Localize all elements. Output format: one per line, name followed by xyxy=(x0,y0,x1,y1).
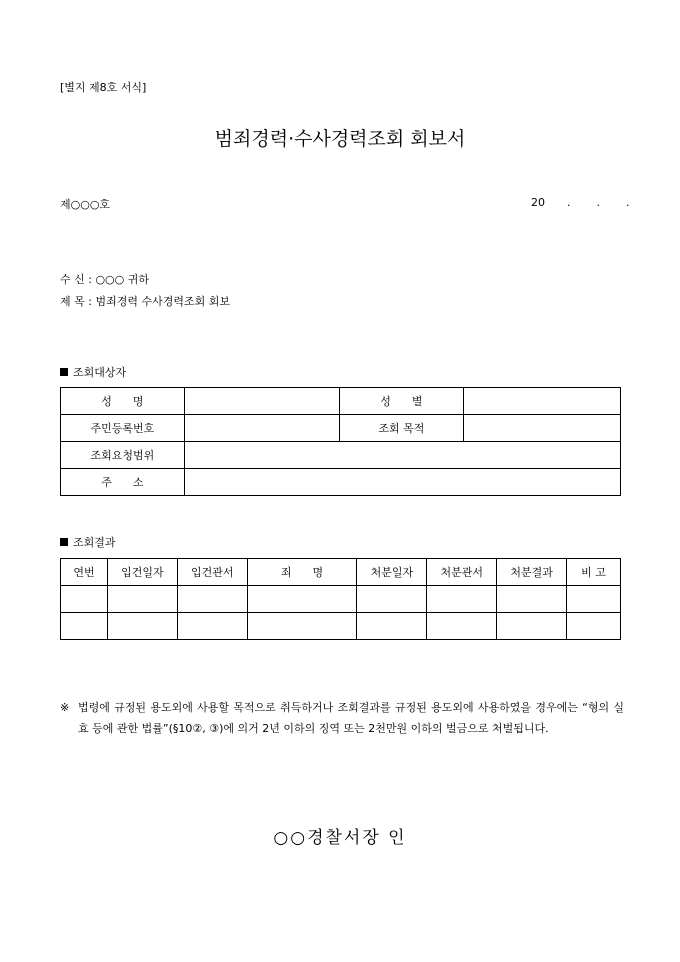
purpose-value[interactable] xyxy=(464,415,621,442)
issuer-signature: ○○경찰서장 인 xyxy=(273,828,407,848)
table-cell[interactable] xyxy=(177,586,247,613)
col-disposition-office: 처분관서 xyxy=(427,559,497,586)
section-result-title: 조회결과 xyxy=(73,536,116,549)
date-dot-3: . xyxy=(626,196,630,209)
purpose-label: 조회 목적 xyxy=(339,415,464,442)
target-table xyxy=(60,387,621,496)
document-number: 제○○○호 xyxy=(60,198,111,211)
table-cell[interactable] xyxy=(177,613,247,640)
section-result-heading xyxy=(60,534,116,550)
scope-label: 조회요청범위 xyxy=(61,442,185,469)
address-label: 주 소 xyxy=(61,469,185,496)
square-bullet-icon xyxy=(60,368,68,376)
table-cell[interactable] xyxy=(357,586,427,613)
form-label: [별지 제8호 서식] xyxy=(60,81,147,94)
table-header-row xyxy=(61,559,621,586)
warning-text: 법령에 규정된 용도외에 사용할 목적으로 취득하거나 조회결과를 규정된 용도외에 사용하였을 경우에는 “형의 실효 등에 관한 법률”(§10②, ③)에 의거 2년 이하의 징역 또는 2천만원 이하의 벌금으로 처벌됩니다. xyxy=(78,701,624,735)
name-label: 성 명 xyxy=(61,388,185,415)
date-dot-2: . xyxy=(596,196,600,209)
table-row xyxy=(61,442,621,469)
name-value[interactable] xyxy=(184,388,339,415)
table-row xyxy=(61,586,621,613)
table-cell[interactable] xyxy=(497,613,567,640)
reference-mark-icon: ※ xyxy=(60,701,70,714)
table-row xyxy=(61,613,621,640)
section-target-title: 조회대상자 xyxy=(73,366,127,379)
scope-value[interactable] xyxy=(184,442,620,469)
document-date xyxy=(531,196,630,209)
col-offense: 죄 명 xyxy=(247,559,357,586)
date-dot-1: . xyxy=(567,196,571,209)
table-cell[interactable] xyxy=(427,613,497,640)
section-target-heading xyxy=(60,364,126,380)
table-cell[interactable] xyxy=(567,613,621,640)
table-cell[interactable] xyxy=(247,613,357,640)
table-cell[interactable] xyxy=(107,586,177,613)
id-number-label: 주민등록번호 xyxy=(61,415,185,442)
document-title: 범죄경력·수사경력조회 회보서 xyxy=(214,128,466,150)
table-cell[interactable] xyxy=(357,613,427,640)
table-row xyxy=(61,415,621,442)
date-year: 20 xyxy=(531,196,545,209)
col-remarks: 비 고 xyxy=(567,559,621,586)
table-cell[interactable] xyxy=(107,613,177,640)
subject-line: 제 목 : 범죄경력 수사경력조회 회보 xyxy=(60,295,230,308)
col-seq: 연번 xyxy=(61,559,108,586)
col-booking-office: 입건관서 xyxy=(177,559,247,586)
gender-label: 성 별 xyxy=(339,388,464,415)
table-row xyxy=(61,388,621,415)
address-value[interactable] xyxy=(184,469,620,496)
col-disposition-date: 처분일자 xyxy=(357,559,427,586)
id-number-value[interactable] xyxy=(184,415,339,442)
table-cell[interactable] xyxy=(427,586,497,613)
table-cell[interactable] xyxy=(567,586,621,613)
table-cell[interactable] xyxy=(497,586,567,613)
table-row xyxy=(61,469,621,496)
table-cell[interactable] xyxy=(61,613,108,640)
warning-note xyxy=(60,697,624,739)
table-cell[interactable] xyxy=(61,586,108,613)
table-cell[interactable] xyxy=(247,586,357,613)
recipient-line: 수 신 : ○○○ 귀하 xyxy=(60,273,149,286)
col-disposition-result: 처분결과 xyxy=(497,559,567,586)
gender-value[interactable] xyxy=(464,388,621,415)
result-table xyxy=(60,558,621,640)
col-booking-date: 입건일자 xyxy=(107,559,177,586)
square-bullet-icon xyxy=(60,538,68,546)
